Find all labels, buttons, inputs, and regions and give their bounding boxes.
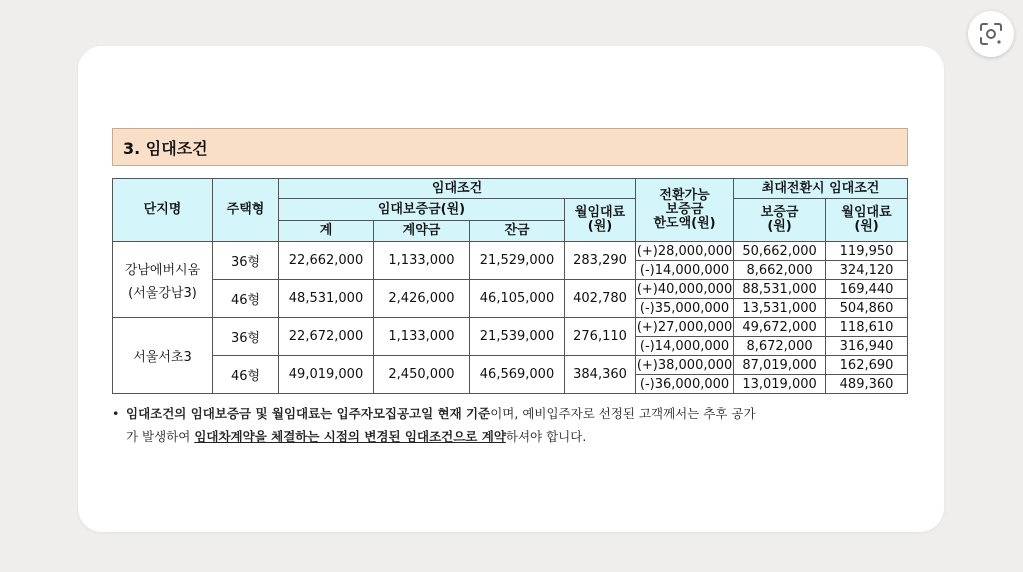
total-cell: 22,672,000: [279, 318, 374, 356]
table-row: [113, 280, 908, 299]
max-deposit-cell: 13,019,000: [734, 375, 826, 394]
complex-name: 서울서초3: [133, 350, 192, 365]
max-deposit-cell: 8,662,000: [734, 261, 826, 280]
complex-name-sub: (서울강남3): [128, 285, 197, 301]
header-max-rent: [826, 199, 908, 242]
type-cell: 36형: [213, 318, 279, 356]
max-rent-cell: 324,120: [826, 261, 908, 280]
section-title: 3. 임대조건: [112, 128, 908, 166]
header-convertible-line3: 한도액(원): [653, 216, 716, 231]
conv-limit-cell: (-)14,000,000: [636, 337, 734, 356]
complex-name-cell: [113, 242, 213, 318]
note-line-2: [112, 425, 912, 448]
header-monthly-rent-line1: 월임대료: [574, 205, 626, 220]
contract-cell: 1,133,000: [374, 242, 470, 280]
balance-cell: 21,539,000: [470, 318, 565, 356]
type-cell: 36형: [213, 242, 279, 280]
conv-limit-cell: (-)35,000,000: [636, 299, 734, 318]
note-line-1: [112, 402, 912, 425]
header-max-deposit: [734, 199, 826, 242]
max-deposit-cell: 8,672,000: [734, 337, 826, 356]
lens-search-button[interactable]: [968, 11, 1014, 57]
rent-cell: 402,780: [565, 280, 636, 318]
max-rent-cell: 169,440: [826, 280, 908, 299]
header-max-rent-line1: 월임대료: [841, 205, 892, 220]
type-cell: 46형: [213, 356, 279, 394]
max-rent-cell: 119,950: [826, 242, 908, 261]
table-row: [113, 318, 908, 337]
header-convertible: [636, 179, 734, 242]
contract-cell: 2,426,000: [374, 280, 470, 318]
header-balance: 잔금: [470, 221, 565, 242]
note-bullet: •: [112, 406, 120, 421]
header-convertible-line2: 보증금: [665, 202, 704, 217]
header-convertible-line1: 전환가능: [659, 188, 710, 203]
table-row: [113, 356, 908, 375]
max-deposit-cell: 49,672,000: [734, 318, 826, 337]
complex-name-cell: [113, 318, 213, 394]
header-max-deposit-line1: 보증금: [760, 205, 799, 220]
max-rent-cell: 489,360: [826, 375, 908, 394]
total-cell: 49,019,000: [279, 356, 374, 394]
max-rent-cell: 118,610: [826, 318, 908, 337]
conv-limit-cell: (+)38,000,000: [636, 357, 733, 373]
type-cell: 46형: [213, 280, 279, 318]
header-lease-conditions: 임대조건: [279, 179, 636, 199]
note-bold-2: 임대차계약을 체결하는 시점의 변경된 임대조건으로 계약: [194, 429, 506, 444]
balance-cell: 46,569,000: [470, 356, 565, 394]
lease-conditions-table: [112, 178, 908, 394]
complex-name: 강남에버시움: [124, 262, 201, 278]
header-monthly-rent-line2: (원): [587, 219, 613, 234]
note-bold-1: 임대조건의 임대보증금 및 월임대료는 입주자모집공고일 현재 기준: [126, 406, 491, 421]
max-deposit-cell: 88,531,000: [734, 280, 826, 299]
note-text-3: 하셔야 합니다.: [505, 429, 587, 444]
conv-limit-cell: (+)28,000,000: [636, 243, 733, 259]
header-contract: 계약금: [374, 221, 470, 242]
header-max-conversion: 최대전환시 임대조건: [734, 179, 908, 199]
max-deposit-cell: 13,531,000: [734, 299, 826, 318]
header-type: 주택형: [213, 179, 279, 242]
max-rent-cell: 316,940: [826, 337, 908, 356]
header-total: 계: [279, 221, 374, 242]
header-complex: 단지명: [113, 179, 213, 242]
conv-limit-cell: (+)27,000,000: [636, 319, 733, 335]
header-deposit: 임대보증금(원): [279, 199, 565, 221]
note-text-1: 이며, 예비입주자로 선정된 고객께서는 추후 공가: [490, 406, 756, 421]
header-max-rent-line2: (원): [854, 219, 879, 234]
max-deposit-cell: 87,019,000: [734, 356, 826, 375]
balance-cell: 46,105,000: [470, 280, 565, 318]
max-deposit-cell: 50,662,000: [734, 242, 826, 261]
conv-limit-cell: (-)14,000,000: [636, 261, 734, 280]
contract-cell: 1,133,000: [374, 318, 470, 356]
header-monthly-rent: [565, 199, 636, 242]
rent-cell: 276,110: [565, 318, 636, 356]
conv-limit-cell: (+)40,000,000: [636, 281, 733, 297]
note-text-2: 가 발생하여: [126, 429, 195, 444]
rent-cell: 384,360: [565, 356, 636, 394]
max-rent-cell: 504,860: [826, 299, 908, 318]
lease-note: [112, 402, 912, 448]
rent-cell: 283,290: [565, 242, 636, 280]
total-cell: 48,531,000: [279, 280, 374, 318]
header-max-deposit-line2: (원): [767, 219, 792, 234]
conv-limit-cell: (-)36,000,000: [636, 375, 734, 394]
lens-search-icon: [978, 21, 1004, 47]
balance-cell: 21,529,000: [470, 242, 565, 280]
table-row: [113, 242, 908, 261]
total-cell: 22,662,000: [279, 242, 374, 280]
contract-cell: 2,450,000: [374, 356, 470, 394]
max-rent-cell: 162,690: [826, 356, 908, 375]
